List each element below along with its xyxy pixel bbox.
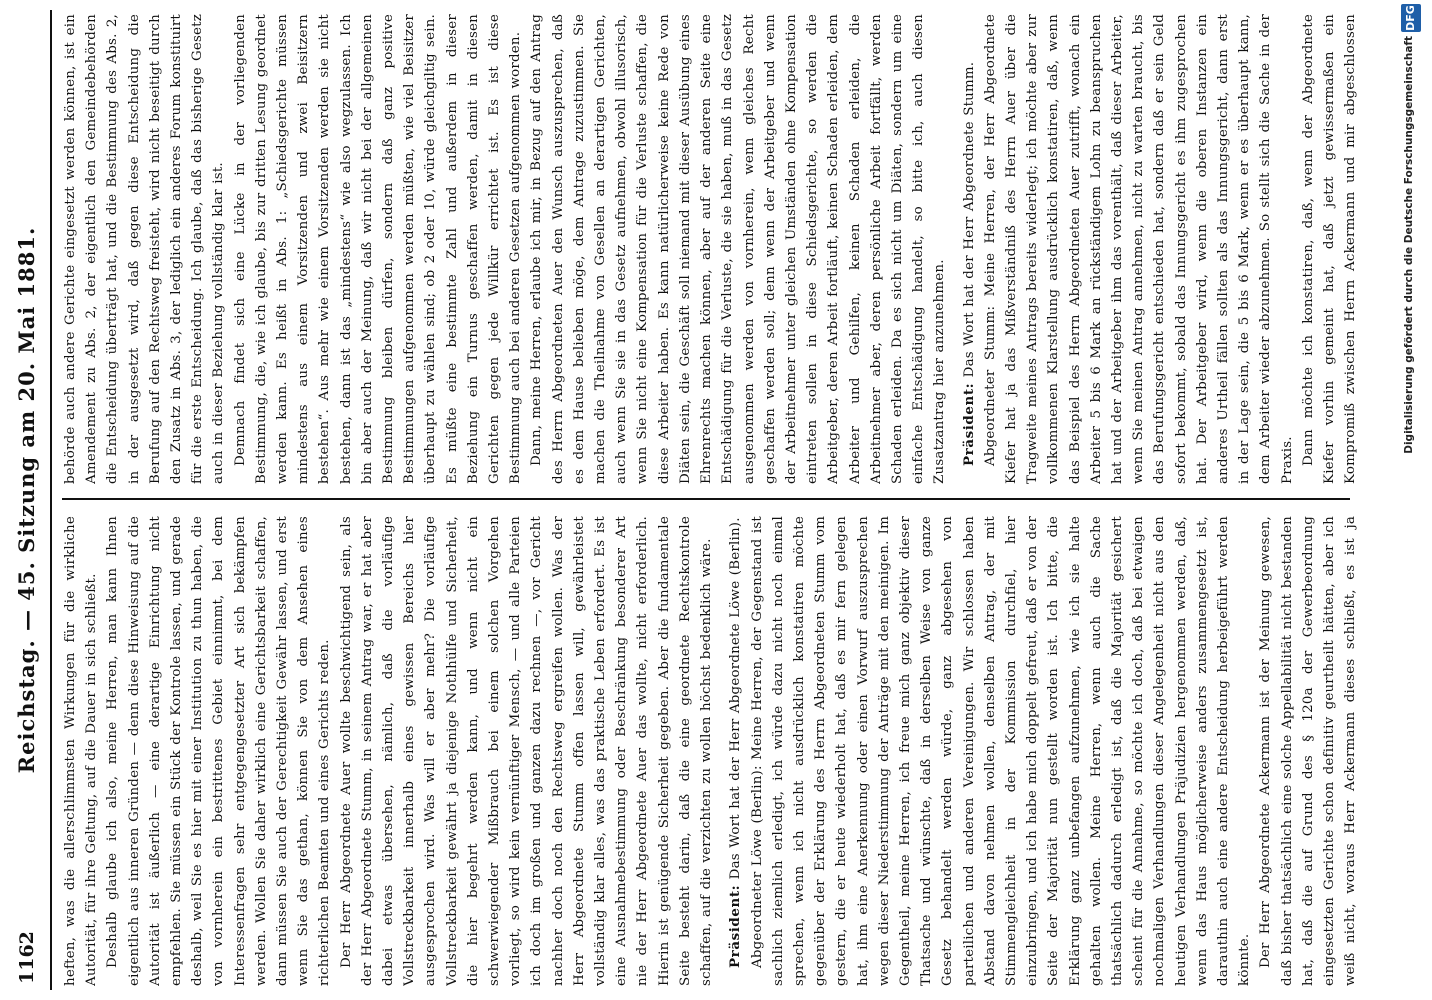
- paragraph-text: behörde auch andere Gerichte eingesetzt werden können, ist ein Amendement zu Abs. 2, der eigentlich den Gemeindebehörden die Entscheidung überträgt hat, und die Bestimmung des Abs. 2, in der ausgesetzt wird, daß gegen diese Entscheidung die Berufung auf den Rechtsweg freisteht, wird nicht beseitigt durch den Zusatz in Abs. 3, der lediglich ein anderes Forum konstituirt für die erste Entscheidung. Ich glaube, daß das bisherige Gesetz auch in dieser Beziehung vollständig klar ist.: [63, 14, 227, 484]
- text-paragraph: [1255, 516, 1360, 986]
- paragraph-text: heften, was die allerschlimmsten Wirkungen für die wirkliche Autorität, für ihre Geltung, auf die Dauer in sich schließt.: [63, 516, 100, 986]
- left-column: [60, 516, 1360, 986]
- speaker-label: Präsident:: [960, 382, 977, 466]
- paragraph-text: Abgeordneter Löwe (Berlin): Meine Herren, der Gegenstand ist sachlich ziemlich erledigt, ich würde dazu nicht noch einmal sprechen, wenn ich nicht ausdrücklich konstatiren möchte gegenüber der Erklärung des Herrn Abgeordneten Stumm vom gestern, die er heute wiederholt hat, daß es mir fern gelegen hat, ihm eine Anerkennung oder einen Vorwurf auszusprechen wegen dieser Niederstimmung der Anträge mit den meinigen. Im Gegentheil, meine Herren, ich freue mich ganz objektiv dieser Thatsache und wünschte, daß in derselben Weise von ganze Gesetz behandelt werden würde, ganz abgesehen von parteilichen und anderen Vereinigungen. Wir schlossen haben Abstand davon nehmen wollen, denselben Antrag, der mit Stimmengleichheit in der Kommission durchfiel, hier einzubringen, und ich habe mich doppelt gefreut, daß er von der Seite der Majorität nun gestellt worden ist. Ich bitte, die Erklärung ganz unbefangen aufzunehmen, wie ich sie halte gehalten wollen. Meine Herren, wenn auch die Sache thatsächlich dadurch erledigt ist, daß die Majorität gesichert scheint für die Annahme, so möchte ich doch, daß bei etwaigen nochmaligen Verhandlungen dieser Angelegenheit nicht aus den heutigen Verhandlungen Präjudizien hergenommen werden, daß, wenn das Haus möglicherweise anders zusammengesetzt ist, darauthin auch eine andere Entscheidung herbeigeführt werden könnte.: [749, 516, 1253, 986]
- speaker-paragraph: [959, 14, 980, 484]
- running-title: Reichstag. — 45. Sitzung am 20. Mai 1881.: [14, 226, 39, 774]
- text-paragraph: [1298, 14, 1360, 484]
- dfg-logo: DFG: [1401, 4, 1421, 32]
- paragraph-text: Der Herr Abgeordnete Ackermann ist der Meinung gewesen, daß bisher thatsächlich eine solche Appellabilität nicht bestanden hat, daß die auf Grund des § 120a der Gewerbeordnung eingesetzten Gerichte schon definitiv geurtheilt hätten, aber ich weiß nicht, woraus Herr Ackermann dieses schließt, es ist ja: [1258, 516, 1359, 986]
- right-column: [60, 14, 1360, 484]
- text-paragraph: [980, 14, 1298, 484]
- digitization-stamp: [1400, 0, 1424, 1000]
- paragraph-text: Dann möchte ich konstatiren, daß, wenn der Abgeordnete Kiefer vorhin gemeint hat, daß jetzt gewissermaßen ein Kompromiß zwischen Herrn Ackermann und mir abgeschlossen: [1300, 14, 1359, 484]
- text-paragraph: [60, 14, 230, 484]
- text-paragraph: [526, 14, 950, 484]
- speaker-label: Präsident:: [727, 884, 744, 968]
- text-paragraph: [747, 516, 1256, 986]
- paragraph-text: Demnach findet sich eine Lücke in der vorliegenden Bestimmung, die, wie ich glaube, bis zur dritten Lesung geordnet werden kann. Es heißt in Abs. 1: „Schiedsgerichte müssen mindestens aus einem Vorsitzenden und zwei Beisitzern bestehen“. Aus mehr wie einem Vorsitzenden werden sie nicht bestehen, dann ist das „mindestens“ wie also wegzulassen. Ich bin aber auch der Meinung, daß wir nicht bei der allgemeinen Bestimmung bleiben dürfen, sondern daß ganz positive Bestimmungen aufgenommen werden müßten, wie viel Beisitzer überhaupt zu wählen sind; ob 2 oder 10, würde gleichgiltig sein. Es müßte eine bestimmte Zahl und außerdem in dieser Beziehung ein Turnus geschaffen werden, damit in diesen Gerichten gegen jede Willkür errichtet ist. Es ist diese Bestimmung auch bei anderen Gesetzen aufgenommen worden.: [232, 14, 524, 484]
- text-paragraph: [60, 516, 102, 986]
- page-number: 1162: [16, 931, 38, 984]
- paragraph-text: Deshalb glaube ich also, meine Herren, man kann Ihnen eigentlich aus inneren Gründen — denn diese Hinweisung auf die Autorität ist äußerlich — eine derartige Einrichtung nicht empfehlen. Sie müssen ein Stück der Kontrole lassen, und gerade deshalb, weil Sie es hier mit einer Institution zu thun haben, die von vornherein ein bestrittenes Gebiet einnimmt, bei dem Interessenfragen sehr entgegengesetzter Art sich bekämpfen werden. Wollen Sie daher wirklich eine Gerichtsbarkeit schaffen, dann müssen Sie auch der Gerechtigkeit Gewähr lassen, und erst wenn Sie das gethan, können Sie von dem Ansehen eines richterlichen Beamten und eines Gerichts reden.: [105, 516, 333, 986]
- text-paragraph: [102, 516, 335, 986]
- paragraph-text: Der Herr Abgeordnete Auer wollte beschwichtigend sein, als der Herr Abgeordnete Stumm, in seinem Antrag war, er hat aber dabei etwas übersehen, nämlich, daß die vorläufige Vollstreckbarkeit innerhalb eines gewissen Bereichs hier ausgesprochen wird. Was will er aber mehr? Die vorläufige Vollstreckbarkeit gewährt ja diejenige Nothhülfe und Sicherheit, die hier begehrt werden kann, und wenn nicht ein schwerwiegender Mißbrauch bei einem solchen Vorgehen vorliegt, so wird kein vernünftiger Mensch, — und alle Parteien ich doch im großen und ganzen dazu rechnen —, vor Gericht nachher doch noch den Rechtsweg ergreifen wollen. Was der Herr Abgeordnete Stumm offen lassen will, gewährleistet vollständig klar alles, was das praktische Leben erfordert. Es ist eine Ausnahmebestimmung oder Beschränkung besonderer Art nie der Herr Abgeordnete Auer das wollte, nicht erforderlich. Hierin ist genügende Sicherheit gegeben. Aber die fundamentale Seite besteht darin, daß die eine geordnete Rechtskontrole schaffen, auf die verzichten zu wollen höchst bedenklich wäre.: [338, 516, 715, 986]
- paragraph-text: Dann, meine Herren, erlaube ich mir, in Bezug auf den Antrag des Herrn Abgeordneten Auer den Wunsch auszusprechen, daß es dem Hause belieben möge, dem Antrage zuzustimmen. Sie machen die Theilnahme von Gesellen an derartigen Gerichten, auch wenn Sie sie in das Gesetz aufnehmen, obwohl illusorisch, wenn Sie nicht eine Kompensation für die Verluste schaffen, die diese Arbeiter haben. Es kann natürlicherweise keine Rede von Diäten sein, die Geschäft soll niemand mit dieser Ausübung eines Ehrenrechts machen können, aber auf der anderen Seite eine Entschädigung für die Verluste, die sie haben, muß in das Gesetz ausgenommen werden von vornherein, wenn gleiches Recht geschaffen werden soll; denn wenn der Arbeitgeber und wenn der Arbeitnehmer unter gleichen Umständen ohne Kompensation eintreten sollen in diese Schiedsgerichte, so werden die Arbeitgeber, deren Arbeit fortläuft, keinen Schaden erleiden, dem Arbeiter und Gehilfen, keinen Schaden erleiden, die Arbeitnehmer aber, deren persönliche Arbeit fortfällt, werden Schaden erleiden. Da es sich nicht um Diäten, sondern um eine einfache Entschädigung handelt, so bitte ich, auch diesen Zusatzantrag hier anzunehmen.: [529, 14, 948, 484]
- column-separator: [62, 498, 1350, 500]
- page-header: [0, 0, 52, 1000]
- paragraph-text: Das Wort hat der Herr Abgeordnete Stumm.: [961, 61, 977, 378]
- paragraph-text: Das Wort hat der Herr Abgeordnete Löwe (Berlin).: [728, 517, 744, 880]
- header-rule: [50, 10, 52, 990]
- paragraph-text: Abgeordneter Stumm: Meine Herren, der Herr Abgeordnete Kiefer hat ja das Mißverständniß des Herrn Auer über die Tragweite meines Antrags bereits widerlegt; ich möchte aber zur vollkommenen Klarstellung ausdrücklich konstatiren, daß, wenn das Beispiel des Herrn Abgeordneten Auer zutrifft, wonach ein Arbeiter 5 bis 6 Mark an rückständigem Lohn zu beanspruchen hat und der Arbeitgeber ihm das vorenthält, daß dieser Arbeiter, wenn Sie meinen Antrag annehmen, nicht zu warten braucht, bis das Berufungsgericht entschieden hat, sondern daß er sein Geld sofort bekommt, sobald das Innungsgericht es ihm zugesprochen hat. Der Arbeitgeber wird, wenn die oberen Instanzen ein anderes Urtheil fällen sollten als das Innungsgericht, dann erst in der Lage sein, die 5 bis 6 Mark, wenn er es überhaupt kann, dem Arbeiter wieder abzunehmen. So stellt sich die Sache in der Praxis.: [982, 14, 1295, 484]
- text-paragraph: [230, 14, 527, 484]
- speaker-paragraph: [725, 516, 746, 986]
- text-paragraph: [336, 516, 718, 986]
- digitization-note: Digitalisierung gefördert durch die Deutsche Forschungsgemeinschaft: [1403, 36, 1415, 454]
